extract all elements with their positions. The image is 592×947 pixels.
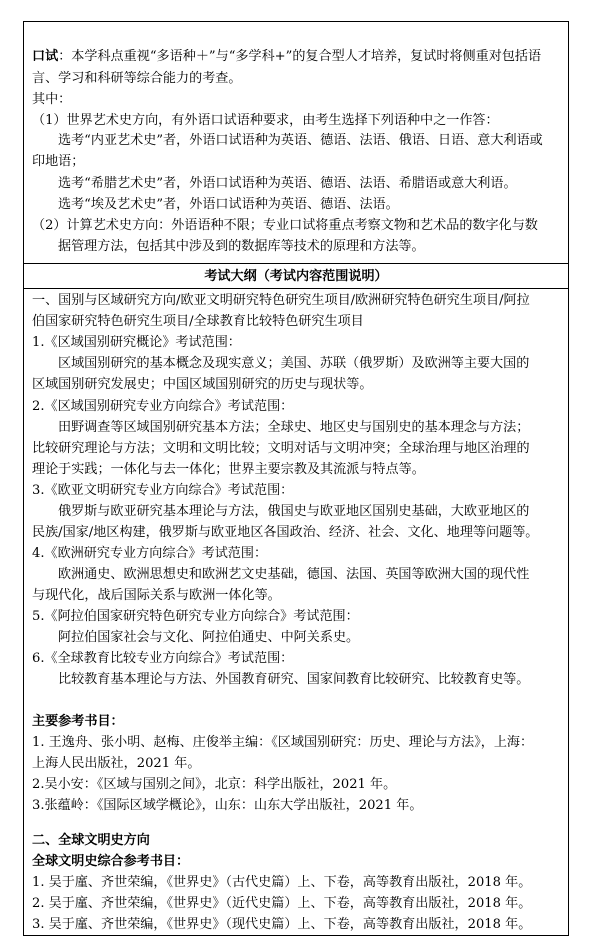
oral-text: ：本学科点重视“多语种＋”与“多学科+”的复合型人才培养，复试时将侧重对包括语 bbox=[58, 49, 542, 64]
oral-line-9: （2）计算艺术史方向：外语语种不限；专业口试将重点考察文物和艺术品的数字化与数 bbox=[32, 218, 538, 233]
course1-line-1: 区域国别研究的基本概念及现实意义；美国、苏联（俄罗斯）及欧洲等主要大国的 bbox=[58, 356, 530, 371]
course4-title: 4.《欧洲研究专业方向综合》考试范围： bbox=[32, 546, 268, 561]
course3-line-2: 民族/国家/地区构建，俄罗斯与欧亚地区各国政治、经济、社会、文化、地理等问题等。 bbox=[32, 525, 539, 540]
course5-line-1: 阿拉伯国家社会与文化、阿拉伯通史、中阿关系史。 bbox=[58, 630, 360, 645]
oral-line-8: 选考“埃及艺术史”者，外语口试语种为英语、德语、法语。 bbox=[58, 197, 399, 212]
course5-title: 5.《阿拉伯国家研究特色研究专业方向综合》考试范围： bbox=[32, 609, 359, 624]
oral-line-2: 言、学习和科研等综合能力的考查。 bbox=[32, 71, 242, 86]
course2-title: 2.《区域国别研究专业方向综合》考试范围： bbox=[32, 399, 294, 414]
section2-refs-title: 全球文明史综合参考书目： bbox=[32, 854, 190, 869]
oral-line-10: 据管理方法，包括其中涉及到的数据库等技术的原理和方法等。 bbox=[58, 239, 425, 254]
section1-ref-2: 2.吴小安：《区域与国别之间》，北京：科学出版社，2021 年。 bbox=[32, 777, 397, 792]
oral-line-1 bbox=[24, 46, 576, 67]
oral-line-3: 其中： bbox=[32, 92, 72, 107]
oral-line-4: （1）世界艺术史方向，有外语口试语种要求，由考生选择下列语种中之一作答： bbox=[32, 113, 499, 128]
section2-ref-2: 2. 吴于廑、齐世荣编，《世界史》（近代史篇）上、下卷，高等教育出版社，2018 年。 bbox=[32, 896, 532, 911]
section1-title-line-2: 伯国家研究特色研究生项目/全球教育比较特色研究生项目 bbox=[32, 314, 364, 329]
course1-title: 1.《区域国别研究概论》考试范围： bbox=[32, 335, 241, 350]
oral-lead: 口试 bbox=[32, 49, 59, 64]
oral-line-7: 选考“希腊艺术史”者，外语口试语种为英语、德语、法语、希腊语或意大利语。 bbox=[58, 176, 517, 191]
section1-ref-1-line-2: 上海人民出版社，2021 年。 bbox=[32, 756, 201, 771]
course3-title: 3.《欧亚文明研究专业方向综合》考试范围： bbox=[32, 483, 294, 498]
course4-line-2: 与现代化，战后国际关系与欧洲一体化等。 bbox=[32, 588, 281, 603]
oral-line-6: 印地语； bbox=[32, 154, 85, 169]
syllabus-header: 考试大纲（考试内容范围说明） bbox=[204, 269, 388, 284]
divider bbox=[24, 288, 568, 289]
course1-line-2: 区域国别研究发展史；中国区域国别研究的历史与现状等。 bbox=[32, 377, 373, 392]
divider bbox=[24, 263, 568, 264]
oral-line-5: 选考“内亚艺术史”者，外语口试语种为英语、德语、法语、俄语、日语、意大利语或 bbox=[58, 133, 543, 148]
section1-title-line-1: 一、国别与区域研究方向/欧亚文明研究特色研究生项目/欧洲研究特色研究生项目/阿拉 bbox=[32, 293, 530, 308]
section1-ref-3: 3.张蕴岭：《国际区域学概论》，山东：山东大学出版社，2021 年。 bbox=[32, 798, 423, 813]
course2-line-1: 田野调查等区域国别研究基本方法；全球史、地区史与国别史的基本理念与方法； bbox=[58, 420, 530, 435]
document-table bbox=[23, 21, 569, 936]
course3-line-1: 俄罗斯与欧亚研究基本理论与方法，俄国史与欧亚地区国别史基础，大欧亚地区的 bbox=[58, 504, 530, 519]
section2-ref-3: 3. 吴于廑、齐世荣编，《世界史》（现代史篇）上、下卷，高等教育出版社，2018 年。 bbox=[32, 917, 532, 932]
course2-line-2: 比较研究理论与方法；文明和文明比较；文明对话与文明冲突；全球治理与地区治理的 bbox=[32, 441, 530, 456]
course2-line-3: 理论于实践；一体化与去一体化；世界主要宗教及其流派与特点等。 bbox=[32, 462, 425, 477]
course6-line-1: 比较教育基本理论与方法、外国教育研究、国家间教育比较研究、比较教育史等。 bbox=[58, 672, 530, 687]
section2-ref-1: 1. 吴于廑、齐世荣编，《世界史》（古代史篇）上、下卷，高等教育出版社，2018 年。 bbox=[32, 875, 532, 890]
section1-ref-1-line-1: 1. 王逸舟、张小明、赵梅、庄俊举主编：《区域国别研究：历史、理论与方法》，上海： bbox=[32, 735, 534, 750]
course4-line-1: 欧洲通史、欧洲思想史和欧洲艺文史基础，德国、法国、英国等欧洲大国的现代性 bbox=[58, 567, 530, 582]
course6-title: 6.《全球教育比较专业方向综合》考试范围： bbox=[32, 651, 294, 666]
section1-refs-title: 主要参考书目： bbox=[32, 714, 124, 729]
section2-title: 二、全球文明史方向 bbox=[32, 833, 150, 848]
